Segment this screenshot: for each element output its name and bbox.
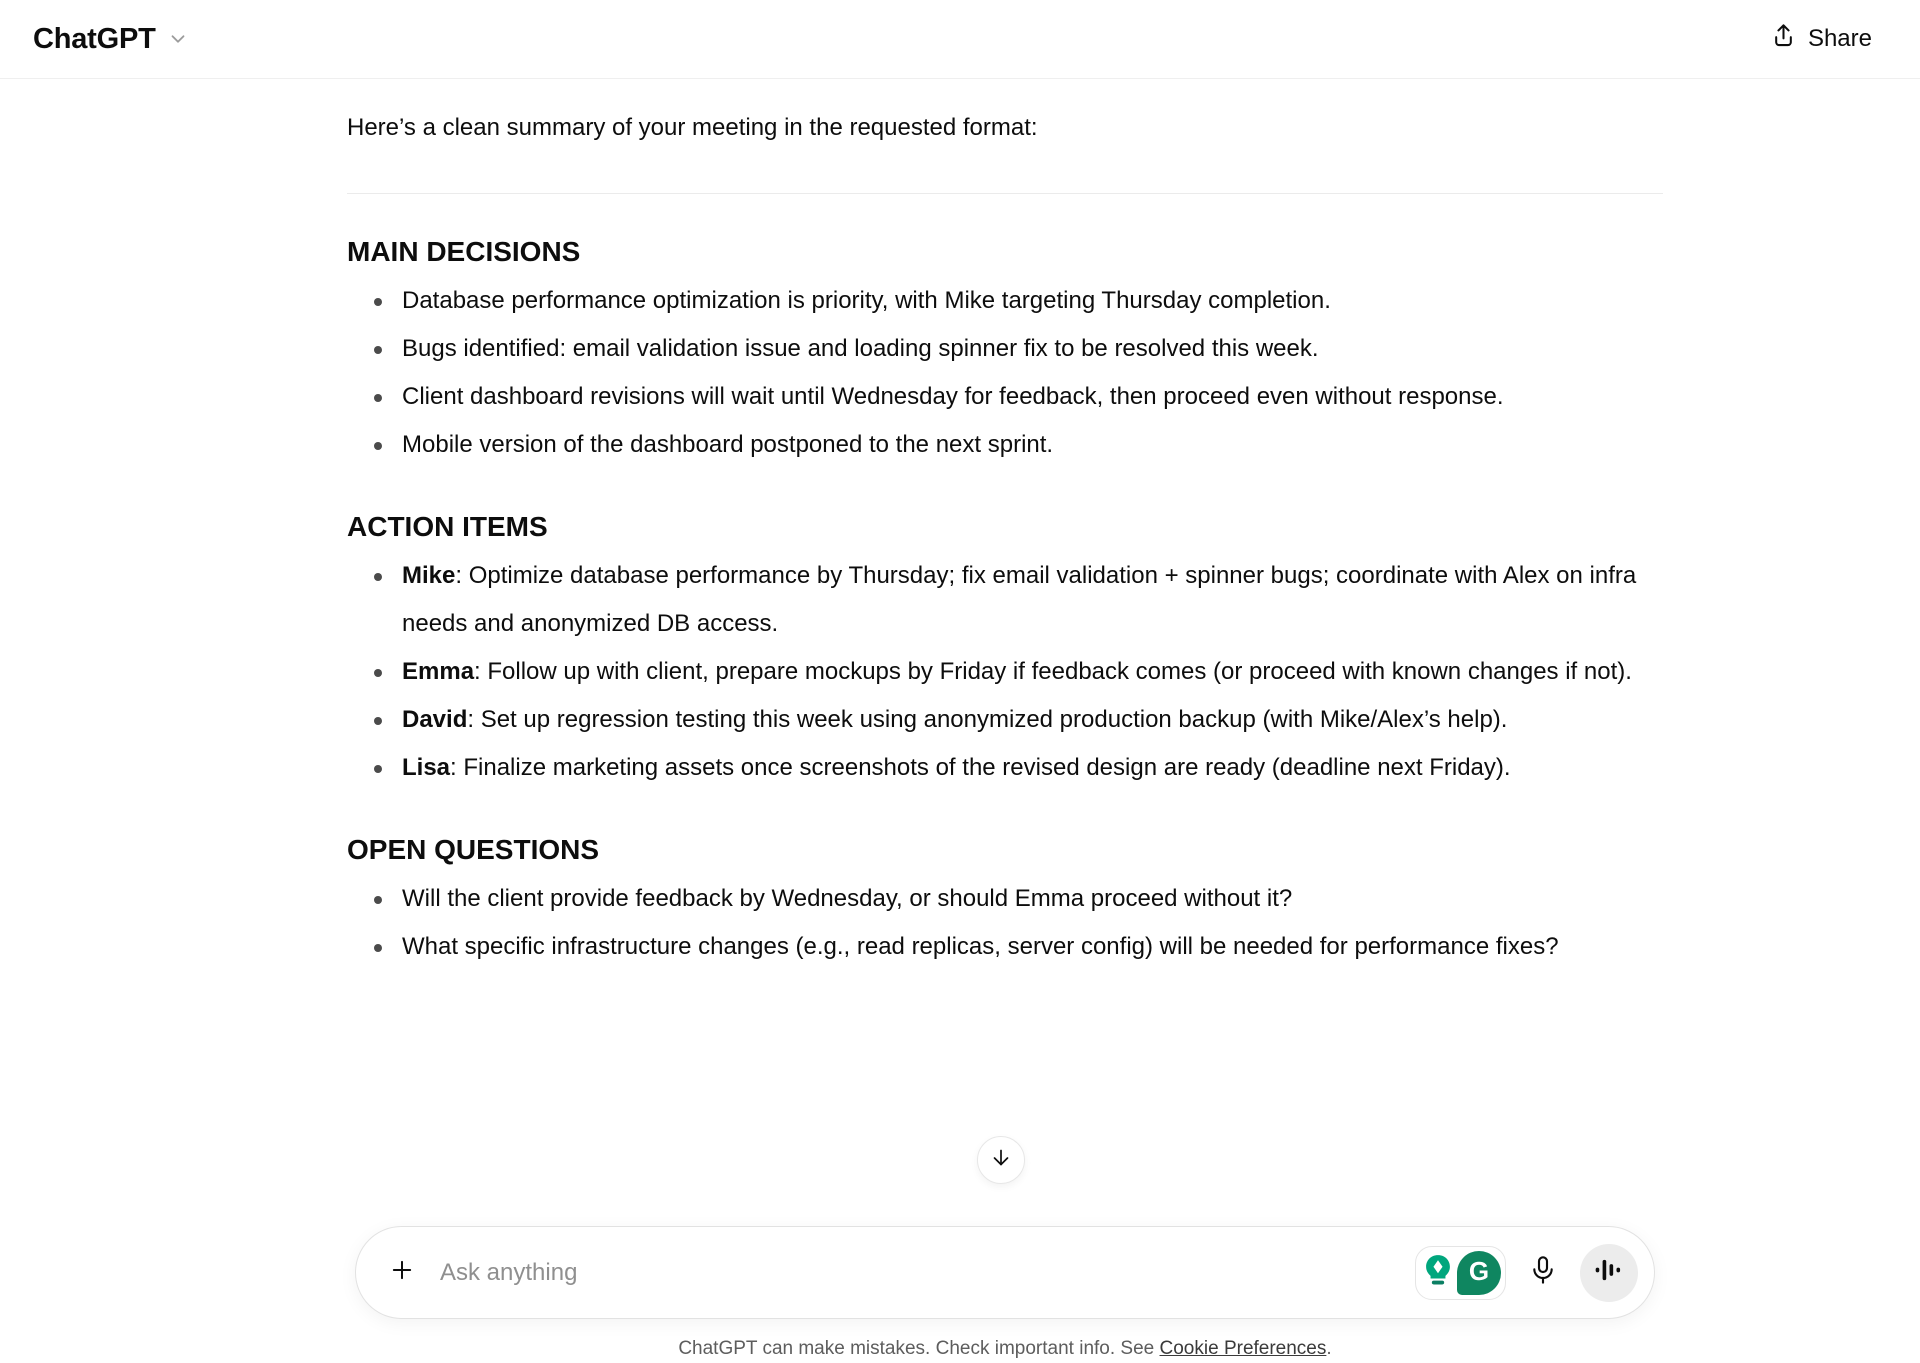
list-item-text: Database performance optimization is priority, with Mike targeting Thursday completion. xyxy=(402,287,1331,314)
disclaimer-bar xyxy=(347,1337,1663,1361)
section-heading: MAIN DECISIONS xyxy=(347,236,581,267)
dictate-button[interactable] xyxy=(1521,1251,1565,1295)
list-item xyxy=(347,648,1663,696)
list-item-text: What specific infrastructure changes (e.g., read replicas, server config) will be needed for performance fixes? xyxy=(402,933,1559,960)
share-icon xyxy=(1770,22,1797,56)
share-label: Share xyxy=(1807,25,1872,52)
share-button[interactable] xyxy=(1760,14,1882,64)
attach-button[interactable] xyxy=(380,1251,424,1295)
list-item-text: Client dashboard revisions will wait until Wednesday for feedback, then proceed even without response. xyxy=(402,383,1504,410)
list-item xyxy=(347,923,1663,971)
assistant-message xyxy=(347,79,1663,971)
scroll-to-bottom-button[interactable] xyxy=(977,1136,1025,1184)
section-heading: OPEN QUESTIONS xyxy=(347,834,600,865)
top-bar xyxy=(0,0,1920,79)
voice-mode-waveform-icon xyxy=(1593,1254,1625,1291)
grammarly-extension-widget[interactable] xyxy=(1415,1246,1506,1300)
action-owner: David xyxy=(402,706,468,733)
section-action-items xyxy=(347,509,1663,792)
composer xyxy=(355,1226,1655,1319)
action-text: : Set up regression testing this week using anonymized production backup (with Mike/Alex’s help). xyxy=(467,706,1508,733)
composer-actions xyxy=(1415,1244,1638,1302)
action-owner: Lisa xyxy=(402,754,451,781)
section-heading: ACTION ITEMS xyxy=(347,511,548,542)
model-switcher[interactable] xyxy=(33,21,189,58)
list-item xyxy=(347,421,1663,469)
list-item-text: Mobile version of the dashboard postponed to the next sprint. xyxy=(402,431,1054,458)
horizontal-divider xyxy=(347,193,1663,194)
message-input[interactable] xyxy=(438,1258,1415,1288)
bullet-list xyxy=(347,277,1663,469)
grammarly-suggestion-bulb-icon xyxy=(1422,1253,1454,1292)
message-intro: Here’s a clean summary of your meeting in the requested format: xyxy=(347,114,1038,141)
action-text: : Follow up with client, prepare mockups by Friday if feedback comes (or proceed with known changes if not). xyxy=(474,658,1632,685)
list-item-text: Bugs identified: email validation issue and loading spinner fix to be resolved this week. xyxy=(402,335,1319,362)
plus-icon xyxy=(388,1256,416,1289)
section-open-questions xyxy=(347,832,1663,971)
list-item-text: Will the client provide feedback by Wednesday, or should Emma proceed without it? xyxy=(402,885,1293,912)
list-item xyxy=(347,875,1663,923)
grammarly-logo-icon: G xyxy=(1457,1251,1501,1295)
voice-mode-button[interactable] xyxy=(1580,1244,1638,1302)
list-item xyxy=(347,277,1663,325)
action-text: : Finalize marketing assets once screenshots of the revised design are ready (deadline next Friday). xyxy=(450,754,1511,781)
section-main-decisions xyxy=(347,234,1663,469)
list-item xyxy=(347,373,1663,421)
action-text: : Optimize database performance by Thursday; fix email validation + spinner bugs; coordinate with Alex on infra needs and anonymized DB access. xyxy=(402,562,1637,637)
list-item xyxy=(347,744,1663,792)
disclaimer-text: ChatGPT can make mistakes. Check important info. See xyxy=(678,1338,1160,1359)
list-item xyxy=(347,325,1663,373)
cookie-preferences-link[interactable]: Cookie Preferences xyxy=(1159,1338,1327,1359)
chevron-down-icon xyxy=(167,25,189,58)
microphone-icon xyxy=(1527,1254,1559,1291)
bullet-list xyxy=(347,875,1663,971)
app-title: ChatGPT xyxy=(33,22,156,55)
list-item xyxy=(347,696,1663,744)
bullet-list xyxy=(347,552,1663,792)
list-item xyxy=(347,552,1663,648)
disclaimer-period: . xyxy=(1326,1338,1332,1359)
action-owner: Mike xyxy=(402,562,456,589)
action-owner: Emma xyxy=(402,658,475,685)
arrow-down-icon xyxy=(989,1146,1013,1175)
